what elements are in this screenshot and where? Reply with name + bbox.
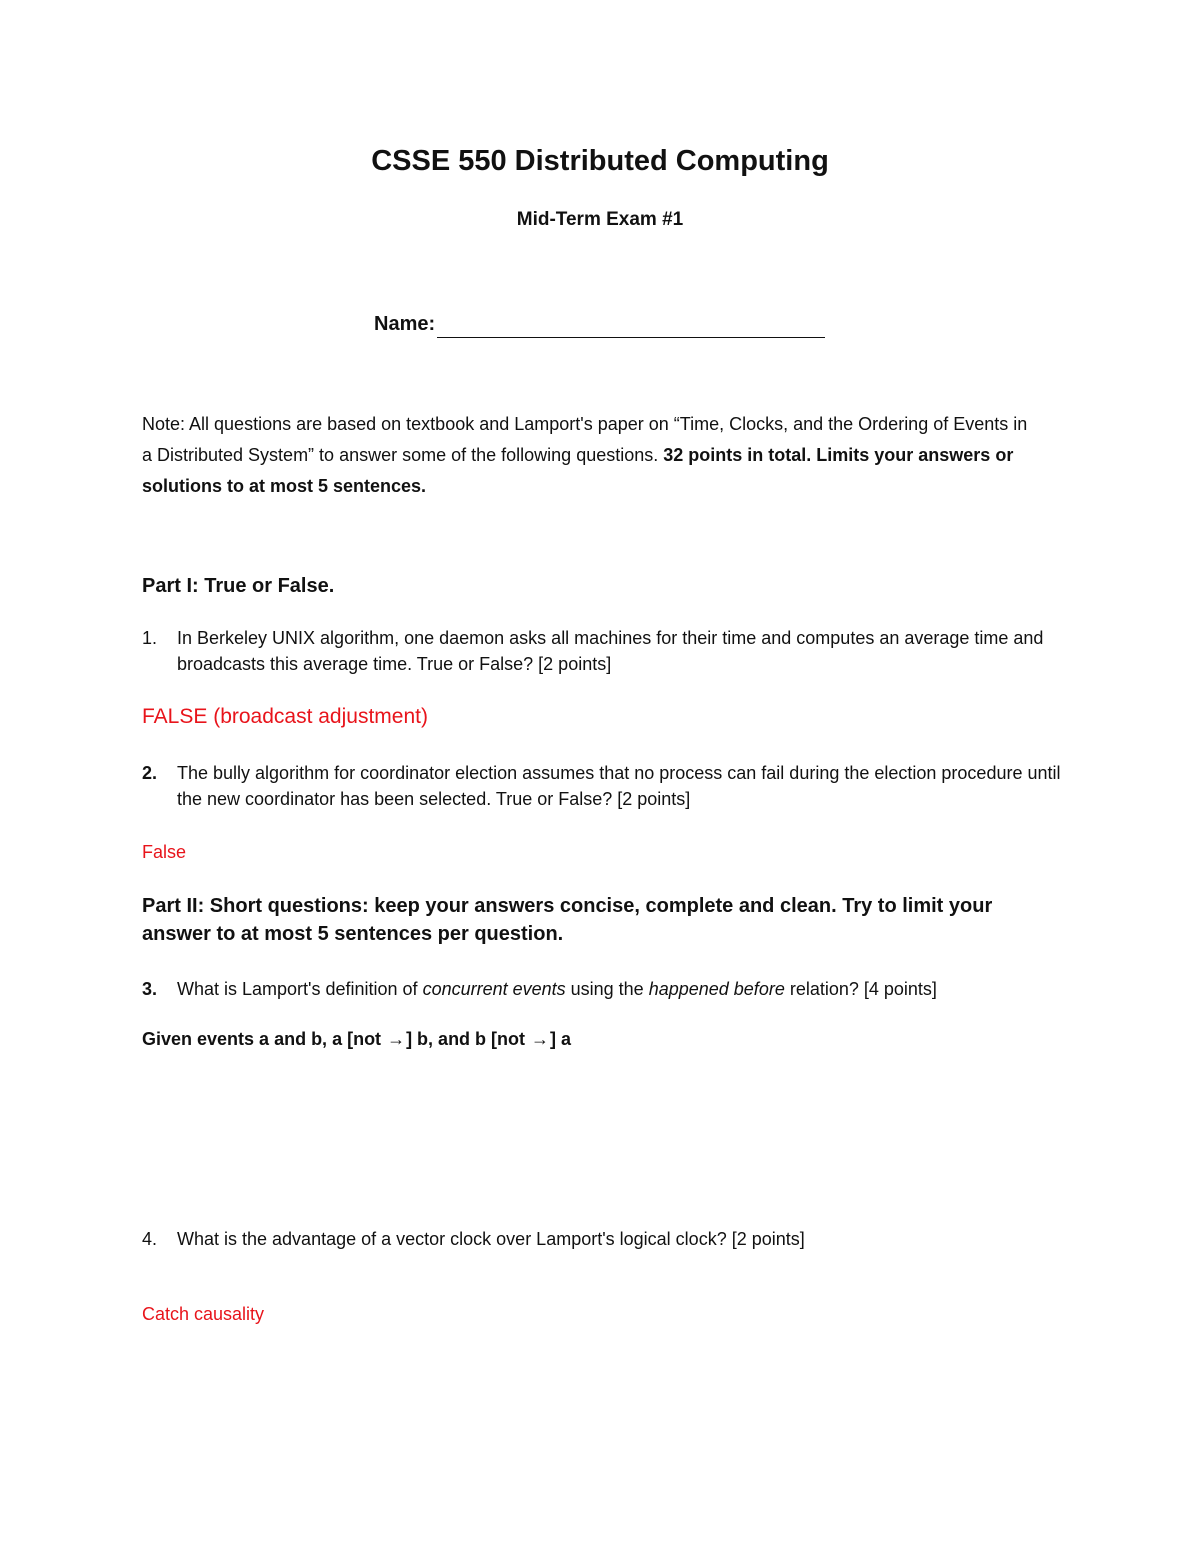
exam-title: CSSE 550 Distributed Computing — [371, 145, 829, 177]
question-3 — [142, 976, 1062, 1002]
question-1 — [142, 625, 1062, 677]
question-4-text: What is the advantage of a vector clock over Lamport's logical clock? [2 points] — [177, 1229, 805, 1249]
exam-subtitle: Mid-Term Exam #1 — [516, 209, 684, 230]
question-3-term-concurrent: concurrent events — [422, 979, 566, 999]
question-1-text: In Berkeley UNIX algorithm, one daemon asks all machines for their time and computes an average time and broadcasts this average time. True or False? [2 points] — [177, 628, 1044, 674]
part1-heading: Part I: True or False. — [142, 575, 335, 597]
answer-4: Catch causality — [142, 1304, 265, 1324]
name-blank-line — [437, 313, 825, 338]
question-4 — [142, 1226, 1062, 1252]
question-3-text-c: using the — [565, 979, 649, 999]
question-2-number: 2. — [142, 763, 158, 783]
note-bold-text: 32 points in total. Limits your answers or solutions to at most 5 sentences. — [142, 445, 1014, 496]
arrow-right-icon: → — [531, 1029, 550, 1049]
question-3-text — [177, 976, 1062, 1002]
question-3-number: 3. — [142, 979, 158, 999]
question-2 — [142, 760, 1062, 812]
name-field — [374, 310, 825, 338]
question-2-text: The bully algorithm for coordinator election assumes that no process can fail during the election procedure until the new coordinator has been selected. True or False? [2 points] — [177, 763, 1061, 809]
answer-3-part-c: ] a — [550, 1029, 572, 1049]
answer-3-part-b: ] b, and b [not — [406, 1029, 531, 1049]
name-label: Name: — [374, 313, 436, 335]
exam-note — [142, 409, 1042, 502]
part2-heading: Part II: Short questions: keep your answers concise, complete and clean. Try to limit your answer to at most 5 sentences per question. — [142, 895, 993, 945]
answer-1: FALSE (broadcast adjustment) — [142, 705, 428, 728]
answer-3-part-a: Given events a and b, a [not — [142, 1029, 387, 1049]
question-1-number: 1. — [142, 628, 158, 648]
answer-3 — [142, 1026, 571, 1052]
question-3-text-a: What is Lamport's definition of — [177, 979, 423, 999]
answer-2: False — [142, 842, 187, 862]
question-4-number: 4. — [142, 1229, 158, 1249]
question-3-text-e: relation? [4 points] — [784, 979, 937, 999]
note-text: Note: All questions are based on textbook and Lamport's paper on “Time, Clocks, and the Ordering of Events in a Distributed System” to answer some of the following questions. — [142, 414, 1028, 465]
question-3-term-happened-before: happened before — [648, 979, 785, 999]
arrow-right-icon: → — [387, 1029, 406, 1049]
